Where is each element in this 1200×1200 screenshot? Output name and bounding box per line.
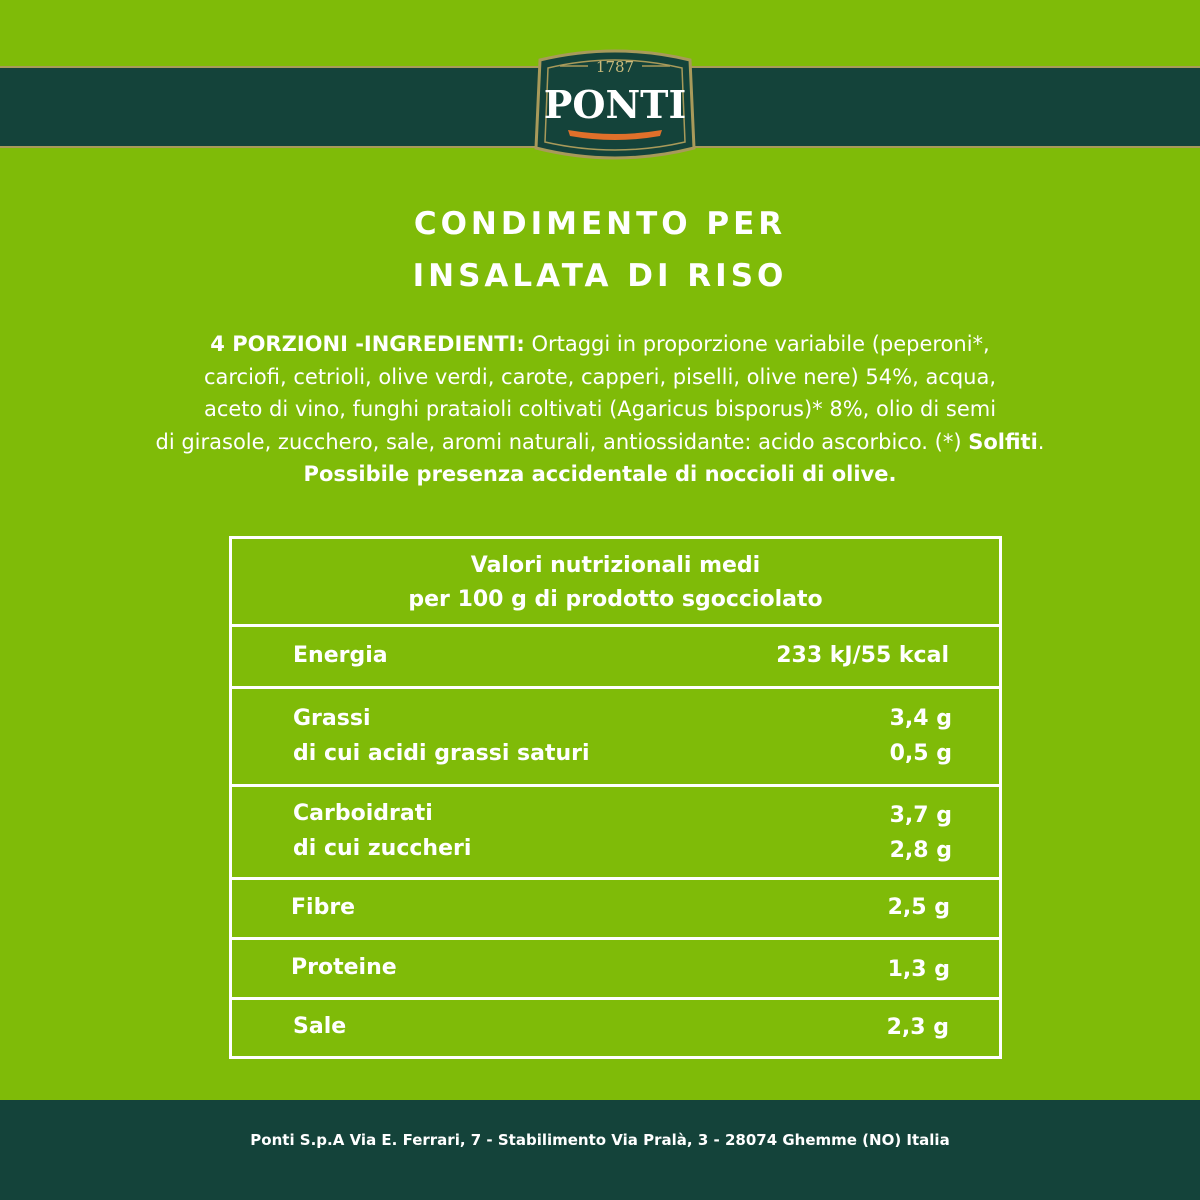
row-label: Carboidrati [293, 801, 433, 826]
ingredients-line4: di girasole, zucchero, sale, aromi naturali, antiossidante: acido ascorbico. (*) Solfiti. [155, 429, 1045, 454]
logo-year: 1787 [595, 58, 635, 76]
row-value: 2,5 g [887, 895, 950, 920]
table-row-fibre [232, 880, 999, 940]
row-label: Energia [293, 643, 388, 668]
row-label: Proteine [291, 955, 397, 980]
row-label: Grassi [293, 706, 371, 731]
row-sub-value: 0,5 g [889, 741, 952, 766]
row-value: 3,4 g [889, 706, 952, 731]
ingredients-heading: 4 PORZIONI -INGREDIENTI: [210, 332, 525, 356]
allergen-solfiti: Solfiti [968, 429, 1038, 454]
product-title [0, 198, 1200, 302]
ingredients-line2: carciofi, cetrioli, olive verdi, carote, capperi, piselli, olive nere) 54%, acqua, [203, 364, 997, 389]
row-value: 233 kJ/55 kcal [776, 643, 949, 668]
row-value: 2,3 g [886, 1015, 949, 1040]
ingredients-line3: aceto di vino, funghi prataioli coltivati (Agaricus bisporus)* 8%, olio di semi [203, 397, 997, 421]
ponti-logo [530, 46, 700, 164]
row-value: 1,3 g [887, 957, 950, 982]
allergen-notice: Possibile presenza accidentale di noccioli di olive. [303, 462, 897, 486]
footer-band [0, 1100, 1200, 1200]
logo-name: PONTI [543, 82, 687, 127]
nutrition-header-line2: per 100 g di prodotto sgocciolato [408, 587, 823, 612]
table-row-sale [232, 1000, 999, 1056]
row-label: Sale [293, 1014, 347, 1039]
product-title-line1: CONDIMENTO PER [413, 206, 787, 242]
row-sub-value: 2,8 g [889, 838, 952, 863]
nutrition-table [229, 536, 1002, 1059]
product-title-line2: INSALATA DI RISO [412, 258, 788, 294]
row-sub-label: di cui acidi grassi saturi [293, 741, 590, 766]
table-row-proteine [232, 940, 999, 1000]
ingredients-line1: 4 PORZIONI -INGREDIENTI: Ortaggi in proporzione variabile (peperoni*, [210, 332, 990, 356]
ingredients-text [110, 328, 1090, 491]
table-row-carboidrati [232, 787, 999, 880]
table-row-energia [232, 627, 999, 689]
company-address: Ponti S.p.A Via E. Ferrari, 7 - Stabilimento Via Pralà, 3 - 28074 Ghemme (NO) Italia [250, 1131, 950, 1149]
row-label: Fibre [291, 895, 356, 920]
table-row-grassi [232, 689, 999, 787]
nutrition-header-line1: Valori nutrizionali medi [470, 553, 761, 578]
row-value: 3,7 g [889, 803, 952, 828]
nutrition-table-header [232, 539, 999, 627]
row-sub-label: di cui zuccheri [293, 836, 472, 861]
